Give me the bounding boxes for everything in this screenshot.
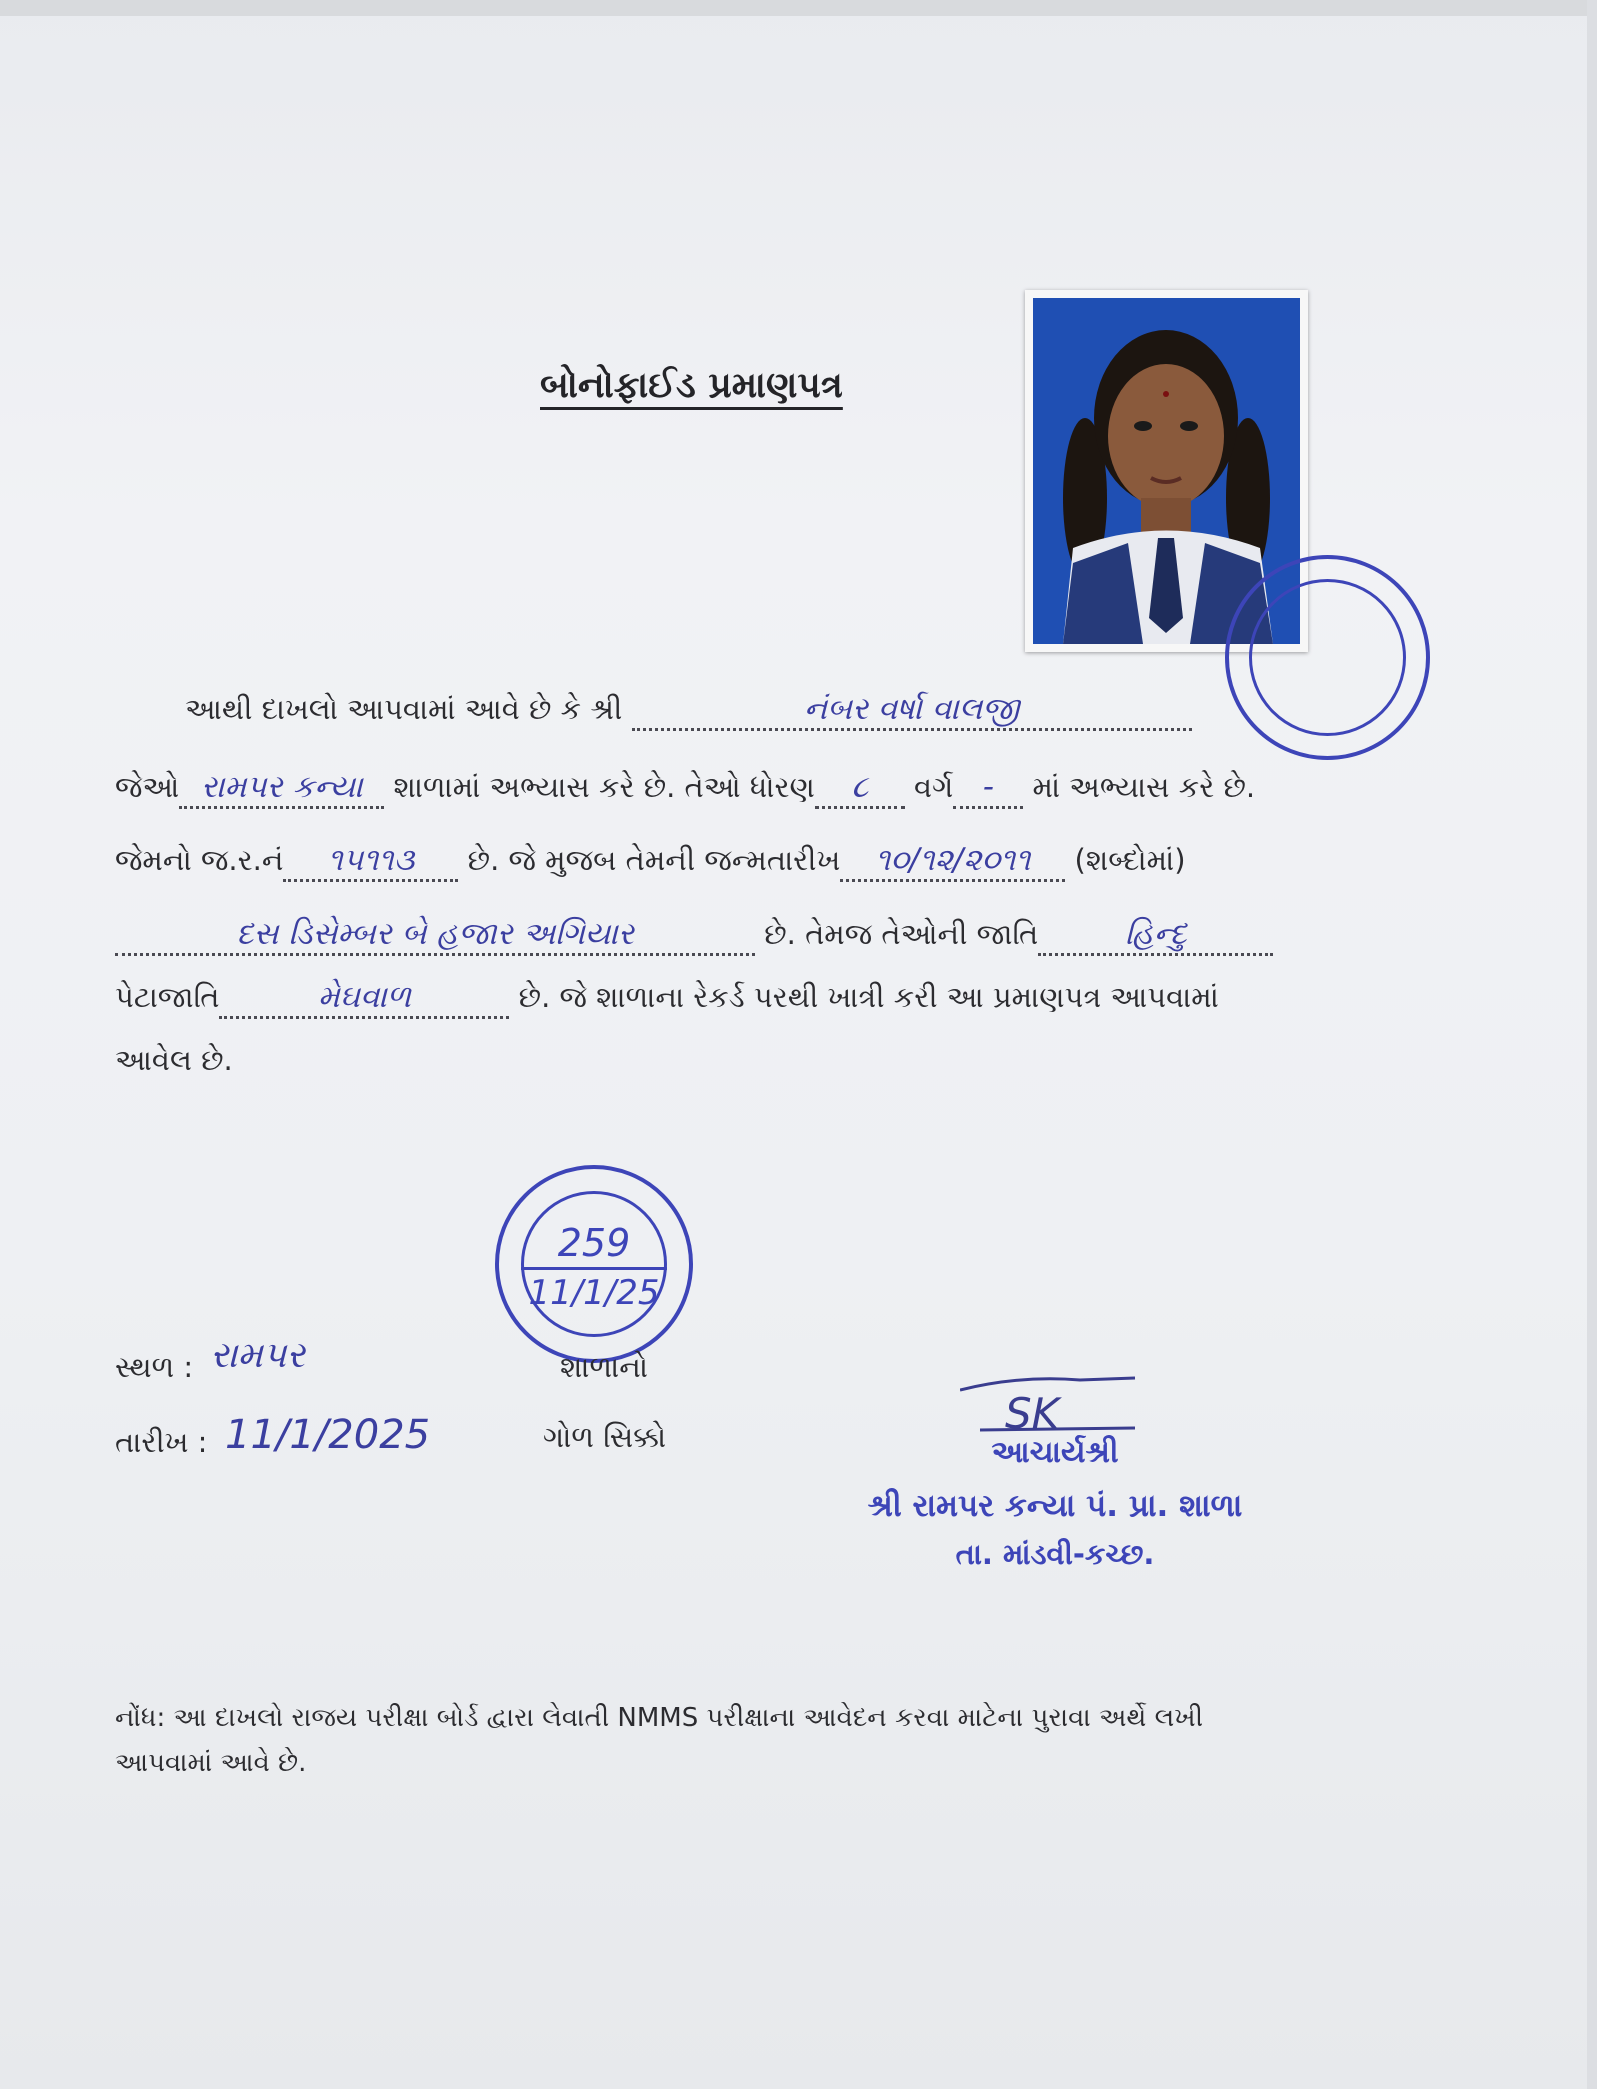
note-line-1: નોંધ: આ દાખલો રાજય પરીક્ષા બોર્ડ દ્વારા લેવાતી NMMS પરીક્ષાના આવેદન કરવા માટેના પુરાવા અર્થે લખી [115, 1703, 1204, 1733]
label-caste: છે. તેમજ તેઓની જાતિ [764, 917, 1039, 951]
seal-label-line-2: ગોળ સિક્કો [543, 1420, 667, 1454]
para-line-2 [115, 770, 1255, 809]
place-label: સ્થળ : [115, 1350, 194, 1384]
label-birthdate: છે. જે મુજબ તેમની જન્મતારીખ [467, 843, 841, 877]
division-field: - [953, 770, 1023, 809]
page-top-edge [0, 0, 1597, 16]
label-subcaste: પેટાજાતિ [115, 980, 220, 1014]
school-round-stamp-top [1225, 555, 1430, 760]
date-label: તારીખ : [115, 1425, 208, 1459]
note-line-2: આપવામાં આવે છે. [115, 1748, 307, 1778]
label-varg: વર્ગ [914, 770, 954, 804]
date-value: 11/1/2025 [225, 1412, 431, 1458]
label-std-text: શાળામાં અભ્યાસ કરે છે. તેઓ ધોરણ [393, 770, 815, 804]
label-jeo: જેઓ [115, 770, 180, 804]
para-line-3 [115, 843, 1186, 882]
gr-number-field: ૧૫૧૧૩ [283, 843, 458, 882]
school-name-stamp: શ્રી રામપર કન્યા પં. પ્રા. શાળા [867, 1488, 1243, 1524]
student-name-field: નંબર વર્ષા વાલજી [632, 692, 1192, 731]
label-verified: છે. જે શાળાના રેકર્ડ પરથી ખાત્રી કરી આ પ્રમાણપત્ર આપવામાં [518, 980, 1219, 1014]
page-right-edge [1587, 0, 1597, 2089]
subcaste-field: મેઘવાળ [219, 980, 509, 1019]
certificate-title: બોનોફાઈડ પ્રમાણપત્ર [540, 365, 843, 406]
para-line-4 [115, 917, 1273, 956]
principal-title: આચાર્યશ્રી [991, 1435, 1119, 1470]
birthdate-field: ૧૦/૧૨/૨૦૧૧ [840, 843, 1065, 882]
signature-text: SK [1005, 1389, 1060, 1438]
place-value: રામપર [210, 1335, 305, 1376]
caste-field: હિન્દુ [1038, 917, 1273, 956]
para-line-6: આવેલ છે. [115, 1043, 233, 1077]
seal-number: 259 [557, 1221, 631, 1265]
school-location-stamp: તા. માંડવી-કચ્છ. [955, 1537, 1155, 1571]
label-study: માં અભ્યાસ કરે છે. [1032, 770, 1256, 804]
seal-label-line-1: શાળાનો [560, 1350, 649, 1384]
school-round-stamp-seal [495, 1165, 693, 1363]
school-name-field: રામપર કન્યા [179, 770, 384, 809]
signature-scribble-icon [960, 1370, 1150, 1445]
label-in-words: (શબ્દોમાં) [1074, 843, 1186, 877]
para-line-5 [115, 980, 1219, 1019]
standard-field: ૮ [815, 770, 905, 809]
seal-date: 11/1/25 [528, 1273, 660, 1313]
para-line-1 [185, 692, 1192, 731]
intro-text: આથી દાખલો આપવામાં આવે છે કે શ્રી [185, 692, 623, 726]
birthdate-words-field: દસ ડિસેમ્બર બે હજાર અગિયાર [115, 917, 755, 956]
label-gr-number: જેમનો જ.ર.નં [115, 843, 284, 877]
